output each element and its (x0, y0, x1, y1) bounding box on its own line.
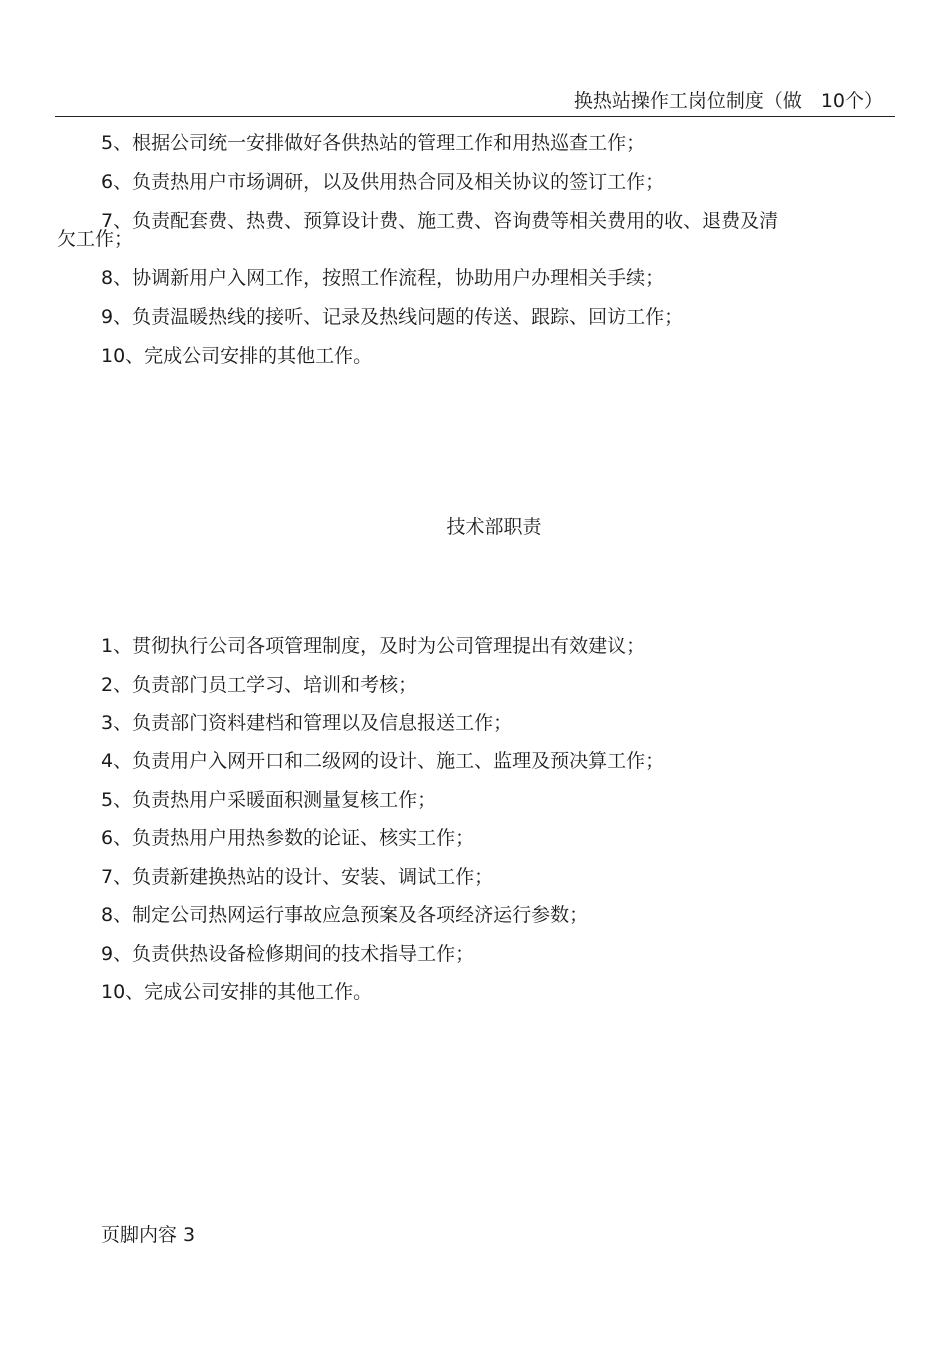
tech-duty-item-3: 3、负责部门资料建档和管理以及信息报送工作； (101, 712, 513, 734)
tech-duty-item-2: 2、负责部门员工学习、培训和考核； (101, 674, 418, 696)
section-heading-tech-dept: 技术部职责 (446, 516, 542, 538)
tech-duty-item-1: 1、贯彻执行公司各项管理制度，及时为公司管理提出有效建议； (101, 635, 646, 657)
duty-item-6: 6、负责热用户市场调研，以及供用热合同及相关协议的签订工作； (101, 171, 665, 193)
page-header (55, 88, 895, 117)
header-title: 换热站操作工岗位制度（做 10个） (573, 90, 883, 112)
tech-duty-item-4: 4、负责用户入网开口和二级网的设计、施工、监理及预决算工作； (101, 750, 665, 772)
tech-duty-item-7: 7、负责新建换热站的设计、安装、调试工作； (101, 866, 494, 888)
tech-duty-item-8: 8、制定公司热网运行事故应急预案及各项经济运行参数； (101, 904, 589, 926)
duty-item-7-continuation: 欠工作； (57, 228, 134, 250)
tech-duty-item-10: 10、完成公司安排的其他工作。 (101, 981, 373, 1003)
duty-item-8: 8、协调新用户入网工作，按照工作流程，协助用户办理相关手续； (101, 267, 665, 289)
tech-duty-item-5: 5、负责热用户采暖面积测量复核工作； (101, 789, 437, 811)
duty-item-5: 5、根据公司统一安排做好各供热站的管理工作和用热巡查工作； (101, 132, 646, 154)
duty-item-9: 9、负责温暖热线的接听、记录及热线问题的传送、跟踪、回访工作； (101, 306, 684, 328)
duty-item-7: 7、负责配套费、热费、预算设计费、施工费、咨询费等相关费用的收、退费及清 (101, 210, 779, 232)
tech-duty-item-9: 9、负责供热设备检修期间的技术指导工作； (101, 943, 475, 965)
tech-duty-item-6: 6、负责热用户用热参数的论证、核实工作； (101, 827, 475, 849)
page-footer: 页脚内容 3 (101, 1224, 196, 1246)
duty-item-10: 10、完成公司安排的其他工作。 (101, 345, 373, 367)
